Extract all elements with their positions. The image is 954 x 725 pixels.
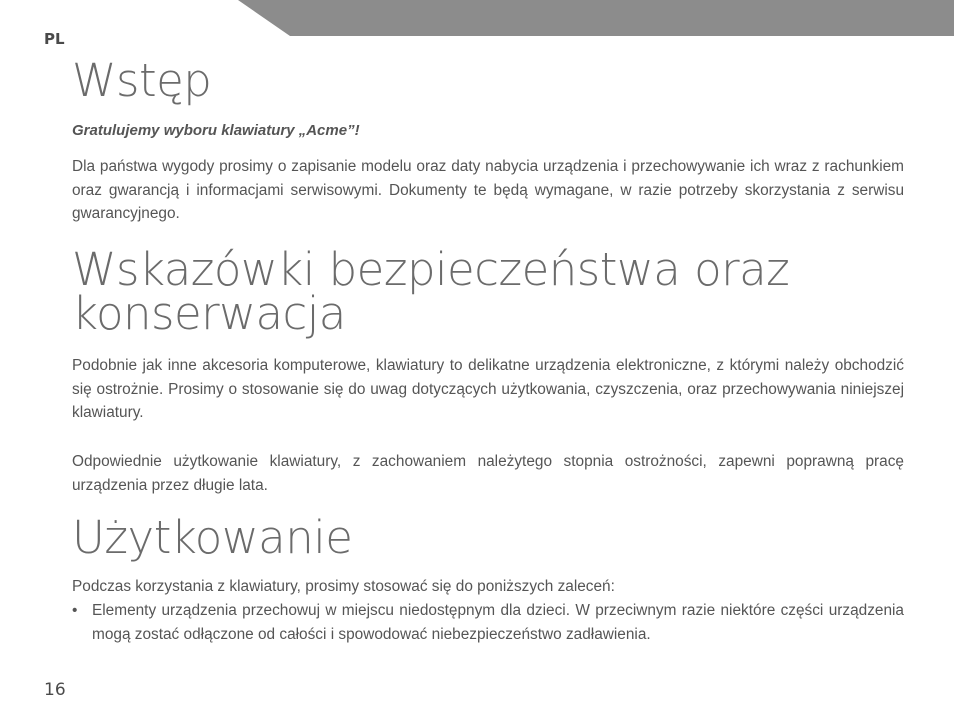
usage-intro: Podczas korzystania z klawiatury, prosimy stosować się do poniższych zaleceń: [72,578,615,595]
section-title-safety: Wskazówki bezpieczeństwa oraz konserwacja [72,243,790,340]
language-label: PL [44,30,65,48]
list-item: • Elementy urządzenia przechowuj w miejscu niedostępnym dla dzieci. W przeciwnym razie niektóre części urządzenia mogą zostać odłączone od całości i spowodować niebezpieczeństwo zadławienia. [92,599,904,646]
page-number: 16 [44,680,66,700]
intro-paragraph: Dla państwa wygody prosimy o zapisanie modelu oraz daty nabycia urządzenia i przechowywanie ich wraz z rachunkiem oraz gwarancją i informacjami serwisowymi. Dokumenty te będą wymagane, w razie potrzeby skorzystania z serwisu gwarancyjnego. [72,158,904,223]
header-band [238,0,954,36]
usage-list [92,599,904,646]
safety-paragraph-1: Podobnie jak inne akcesoria komputerowe, klawiatury to delikatne urządzenia elektroniczne, z którymi należy obchodzić się ostrożnie. Prosimy o stosowanie się do uwag dotyczących użytkowania, czyszczenia, oraz przechowywania niniejszej klawiatury. [72,357,904,422]
intro-subtitle: Gratulujemy wyboru klawiatury „Acme”! [72,122,360,139]
safety-paragraph-2: Odpowiednie użytkowanie klawiatury, z zachowaniem należytego stopnia ostrożności, zapewni poprawną pracę urządzenia przez długie lata. [72,453,904,494]
section-title-intro: Wstęp [72,54,212,107]
section-title-usage: Użytkowanie [72,511,353,564]
